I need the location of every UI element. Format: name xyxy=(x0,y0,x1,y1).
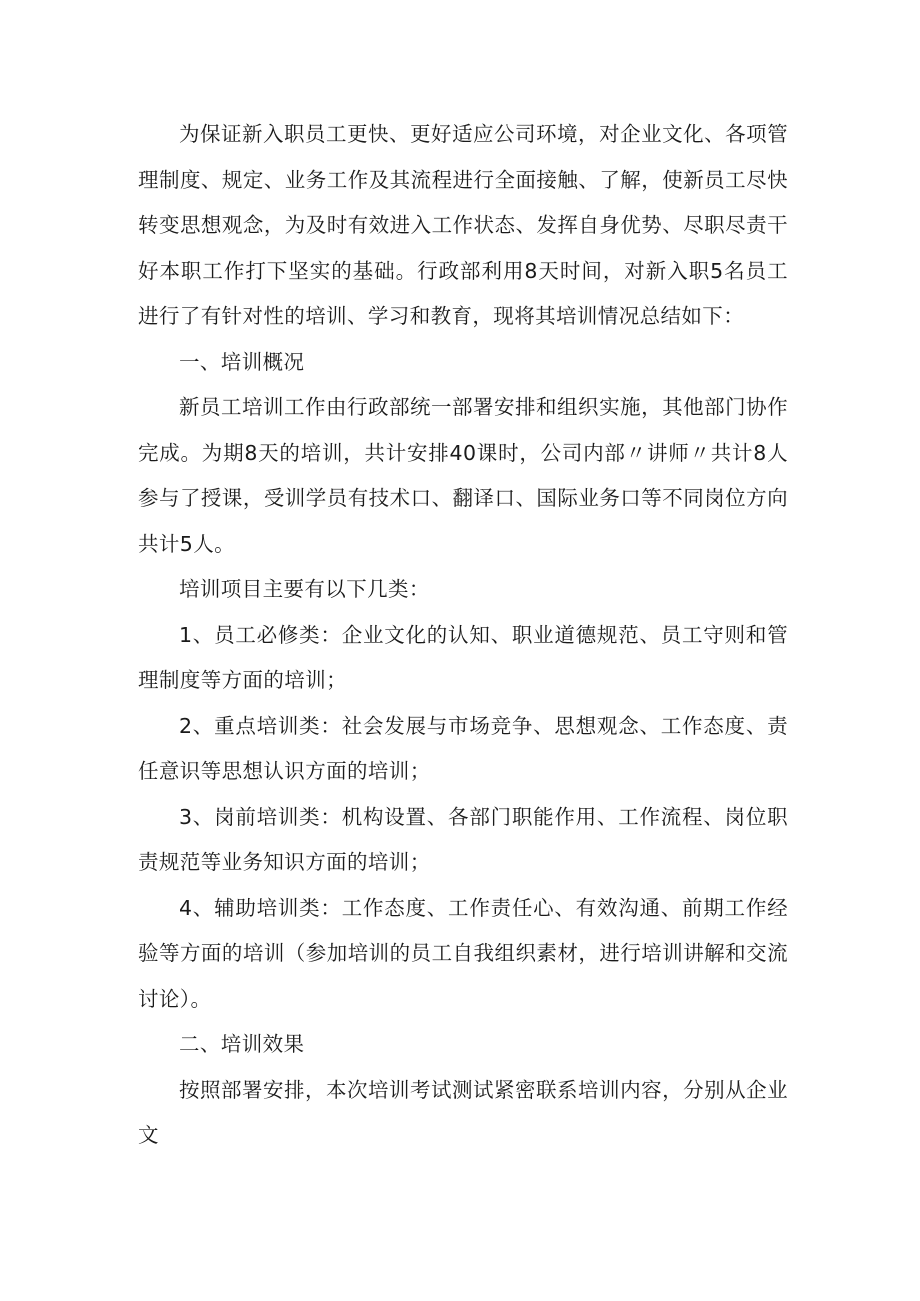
effect-paragraph: 按照部署安排，本次培训考试测试紧密联系培训内容，分别从企业文 xyxy=(138,1077,788,1147)
intro-paragraph: 为保证新入职员工更快、更好适应公司环境，对企业文化、各项管理制度、规定、业务工作及其流程进行全面接触、了解，使新员工尽快转变思想观念，为及时有效进入工作状态、发挥自身优势、尽职尽责干好本职工作打下坚实的基础。行政部利用8天时间，对新入职5名员工进行了有针对性的培训、学习和教育，现将其培训情况总结如下： xyxy=(138,122,788,328)
category-item-4: 4、辅助培训类：工作态度、工作责任心、有效沟通、前期工作经验等方面的培训（参加培训的员工自我组织素材，进行培训讲解和交流讨论）。 xyxy=(138,895,788,1011)
overview-paragraph: 新员工培训工作由行政部统一部署安排和组织实施，其他部门协作完成。为期8天的培训，共计安排40课时，公司内部〃讲师〃共计8人参与了授课，受训学员有技术口、翻译口、国际业务口等不同岗位方向共计5人。 xyxy=(138,395,788,556)
training-categories-intro: 培训项目主要有以下几类： xyxy=(179,577,430,601)
document-body xyxy=(138,112,788,1159)
category-item-2: 2、重点培训类：社会发展与市场竞争、思想观念、工作态度、责任意识等思想认识方面的培训； xyxy=(138,713,788,783)
category-item-1: 1、员工必修类：企业文化的认知、职业道德规范、员工守则和管理制度等方面的培训； xyxy=(138,622,788,692)
section-heading-overview: 一、培训概况 xyxy=(179,349,305,374)
category-item-3: 3、岗前培训类：机构设置、各部门职能作用、工作流程、岗位职责规范等业务知识方面的培训； xyxy=(138,804,788,874)
section-heading-effect: 二、培训效果 xyxy=(179,1032,305,1056)
